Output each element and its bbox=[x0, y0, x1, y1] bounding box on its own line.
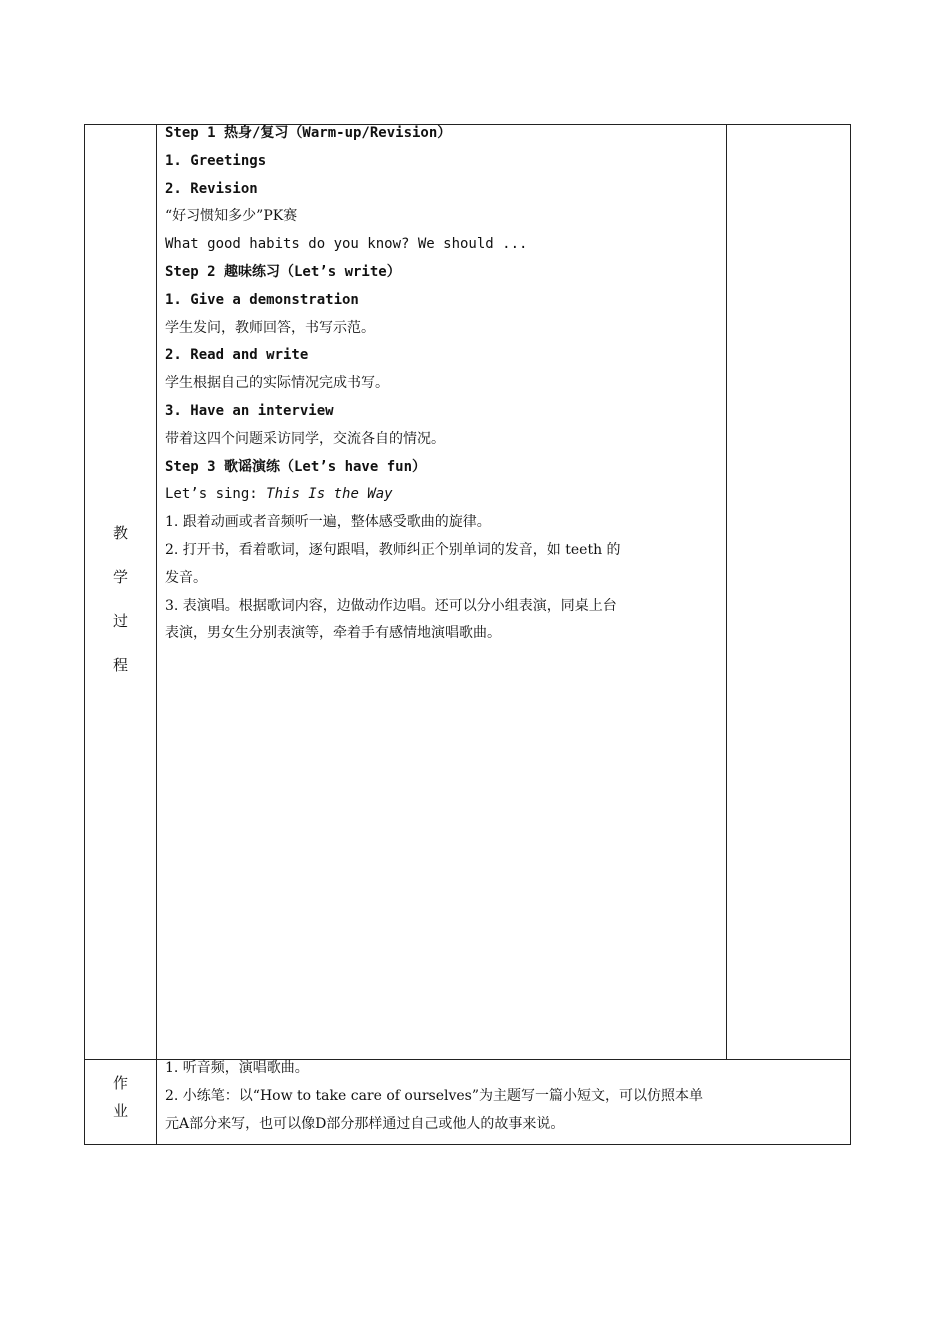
notes-cell bbox=[726, 124, 851, 1060]
step3-item-perform: 3. 表演唱。根据歌词内容，边做动作边唱。还可以分小组表演，同桌上台 bbox=[165, 597, 617, 614]
homework-label-char: 业 bbox=[112, 1102, 128, 1120]
process-label-char: 过 bbox=[112, 612, 128, 630]
process-content-cell bbox=[156, 124, 727, 1060]
process-label-char: 学 bbox=[112, 568, 128, 586]
homework-item-writing: 2. 小练笔：以“How to take care of ourselves”为主题写一篇小短文，可以仿照本单 bbox=[165, 1087, 704, 1104]
lesson-plan-table bbox=[84, 124, 851, 1145]
song-title: This Is the Way bbox=[266, 486, 393, 503]
process-label-cell bbox=[84, 124, 157, 1060]
step3-item-sing-along: 2. 打开书，看着歌词，逐句跟唱，教师纠正个别单词的发音，如 teeth 的 bbox=[165, 541, 621, 558]
homework-label-char: 作 bbox=[112, 1074, 128, 1092]
step1-pk-activity: “好习惯知多少”PK赛 bbox=[165, 208, 298, 225]
step3-heading: Step 3 歌谣演练（Let’s have fun） bbox=[165, 458, 427, 475]
step3-sing-line bbox=[165, 481, 720, 509]
homework-content-cell bbox=[156, 1059, 851, 1145]
step3-item-listen: 1. 跟着动画或者音频听一遍，整体感受歌曲的旋律。 bbox=[165, 514, 491, 531]
homework-label-cell bbox=[84, 1059, 157, 1145]
step1-item-revision: 2. Revision bbox=[165, 180, 258, 197]
step2-item-demonstration-desc: 学生发问，教师回答，书写示范。 bbox=[165, 319, 375, 336]
step2-heading: Step 2 趣味练习（Let’s write） bbox=[165, 263, 401, 280]
homework-item-writing-cont: 元A部分来写，也可以像D部分那样通过自己或他人的故事来说。 bbox=[165, 1115, 565, 1132]
step3-item-perform-cont: 表演，男女生分别表演等，牵着手有感情地演唱歌曲。 bbox=[165, 625, 501, 642]
step1-heading: Step 1 热身/复习（Warm-up/Revision） bbox=[165, 125, 452, 141]
step3-item-sing-along-cont: 发音。 bbox=[165, 569, 207, 586]
step1-item-greetings: 1. Greetings bbox=[165, 152, 267, 169]
step1-question: What good habits do you know? We should ... bbox=[165, 236, 528, 253]
step3-sing-prefix: Let’s sing: bbox=[165, 486, 267, 503]
step2-item-read-write-desc: 学生根据自己的实际情况完成书写。 bbox=[165, 375, 389, 392]
step2-item-interview-desc: 带着这四个问题采访同学，交流各自的情况。 bbox=[165, 430, 445, 447]
step2-item-demonstration: 1. Give a demonstration bbox=[165, 291, 359, 308]
step2-item-interview: 3. Have an interview bbox=[165, 402, 334, 419]
step2-item-read-write: 2. Read and write bbox=[165, 347, 309, 364]
process-label-char: 程 bbox=[112, 656, 128, 674]
process-label-char: 教 bbox=[112, 524, 128, 542]
homework-item-listen-sing: 1. 听音频，演唱歌曲。 bbox=[165, 1060, 309, 1076]
